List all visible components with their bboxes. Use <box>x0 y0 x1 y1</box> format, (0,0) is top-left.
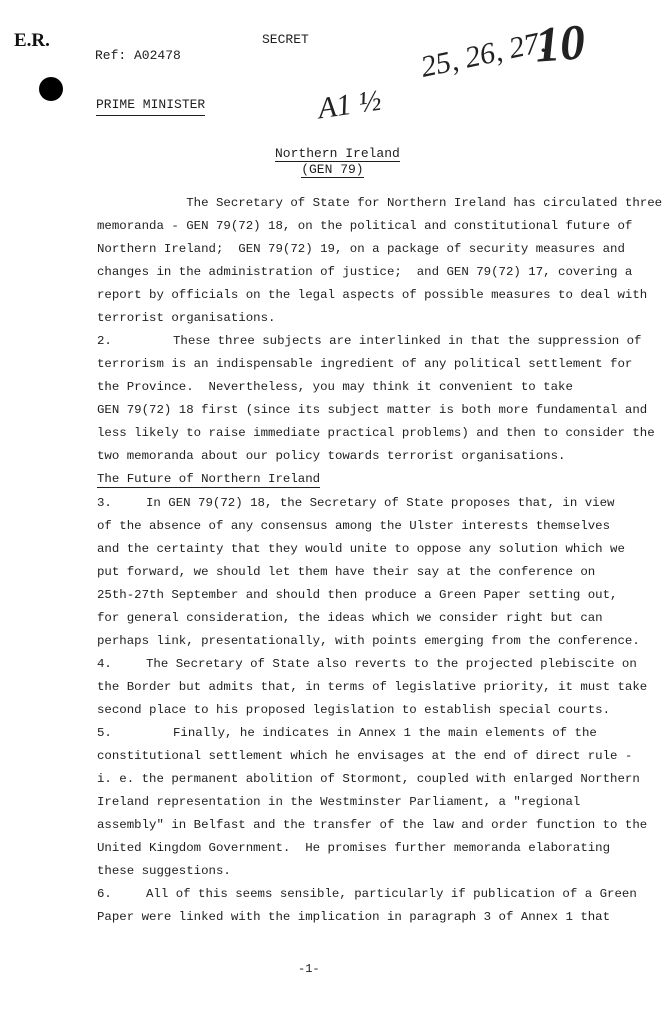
body-line: 25th-27th September and should then produce a Green Paper setting out, <box>97 588 618 602</box>
body-line: The Secretary of State also reverts to the projected plebiscite on <box>146 657 637 671</box>
body-line: In GEN 79(72) 18, the Secretary of State proposes that, in view <box>146 496 615 510</box>
body-line: constitutional settlement which he envisages at the end of direct rule - <box>97 749 633 763</box>
body-line: i. e. the permanent abolition of Stormont, coupled with enlarged Northern <box>97 772 640 786</box>
handwritten-dates: 25, 26, 27. <box>417 25 550 84</box>
body-line: memoranda - GEN 79(72) 18, on the political and constitutional future of <box>97 219 633 233</box>
body-line: put forward, we should let them have their say at the conference on <box>97 565 596 579</box>
body-line: less likely to raise immediate practical problems) and then to consider the <box>97 426 655 440</box>
body-line: terrorism is an indispensable ingredient of any political settlement for <box>97 357 633 371</box>
body-line: terrorist organisations. <box>97 311 276 325</box>
body-line: changes in the administration of justice; and GEN 79(72) 17, covering a <box>97 265 633 279</box>
body-line: These three subjects are interlinked in that the suppression of <box>173 334 642 348</box>
body-line: these suggestions. <box>97 864 231 878</box>
body-line: second place to his proposed legislation to establish special courts. <box>97 703 611 717</box>
body-line: report by officials on the legal aspects of possible measures to deal with <box>97 288 648 302</box>
body-line: Paper were linked with the implication in paragraph 3 of Annex 1 that <box>97 910 611 924</box>
addressee: PRIME MINISTER <box>96 97 205 116</box>
body-line: and the certainty that they would unite to oppose any solution which we <box>97 542 625 556</box>
body-line: The Secretary of State for Northern Ireland has circulated three <box>97 196 662 210</box>
handwritten-initials: A1 ½ <box>315 83 384 126</box>
body-line: perhaps link, presentationally, with points emerging from the conference. <box>97 634 640 648</box>
paragraph-number: 6. <box>97 887 112 901</box>
paragraph-number: 4. <box>97 657 112 671</box>
handwritten-number: 10 <box>533 13 587 73</box>
body-line: GEN 79(72) 18 first (since its subject matter is both more fundamental and <box>97 403 648 417</box>
body-line: of the absence of any consensus among the Ulster interests themselves <box>97 519 611 533</box>
paragraph-number: 5. <box>97 726 112 740</box>
subject-code: (GEN 79) <box>301 162 364 177</box>
punch-hole <box>39 77 63 101</box>
body-line: the Province. Nevertheless, you may think it convenient to take <box>97 380 573 394</box>
section-heading: The Future of Northern Ireland <box>97 472 321 486</box>
subject-title: Northern Ireland <box>275 146 400 161</box>
body-line: the Border but admits that, in terms of legislative priority, it must take <box>97 680 648 694</box>
body-line: Northern Ireland; GEN 79(72) 19, on a package of security measures and <box>97 242 625 256</box>
paragraph-number: 2. <box>97 334 112 348</box>
body-line: for general consideration, the ideas which we consider right but can <box>97 611 603 625</box>
paragraph-number: 3. <box>97 496 112 510</box>
body-line: All of this seems sensible, particularly if publication of a Green <box>146 887 637 901</box>
body-line: United Kingdom Government. He promises further memoranda elaborating <box>97 841 611 855</box>
page-number: -1- <box>298 962 320 976</box>
classification-label: SECRET <box>262 32 309 47</box>
subject-heading <box>275 146 400 178</box>
body-line: two memoranda about our policy towards terrorist organisations. <box>97 449 566 463</box>
body-line: Ireland representation in the Westminster Parliament, a "regional <box>97 795 581 809</box>
er-mark: E.R. <box>14 30 50 51</box>
reference-number: Ref: A02478 <box>95 48 181 63</box>
body-line: assembly" in Belfast and the transfer of the law and order function to the <box>97 818 648 832</box>
body-line: Finally, he indicates in Annex 1 the main elements of the <box>173 726 597 740</box>
